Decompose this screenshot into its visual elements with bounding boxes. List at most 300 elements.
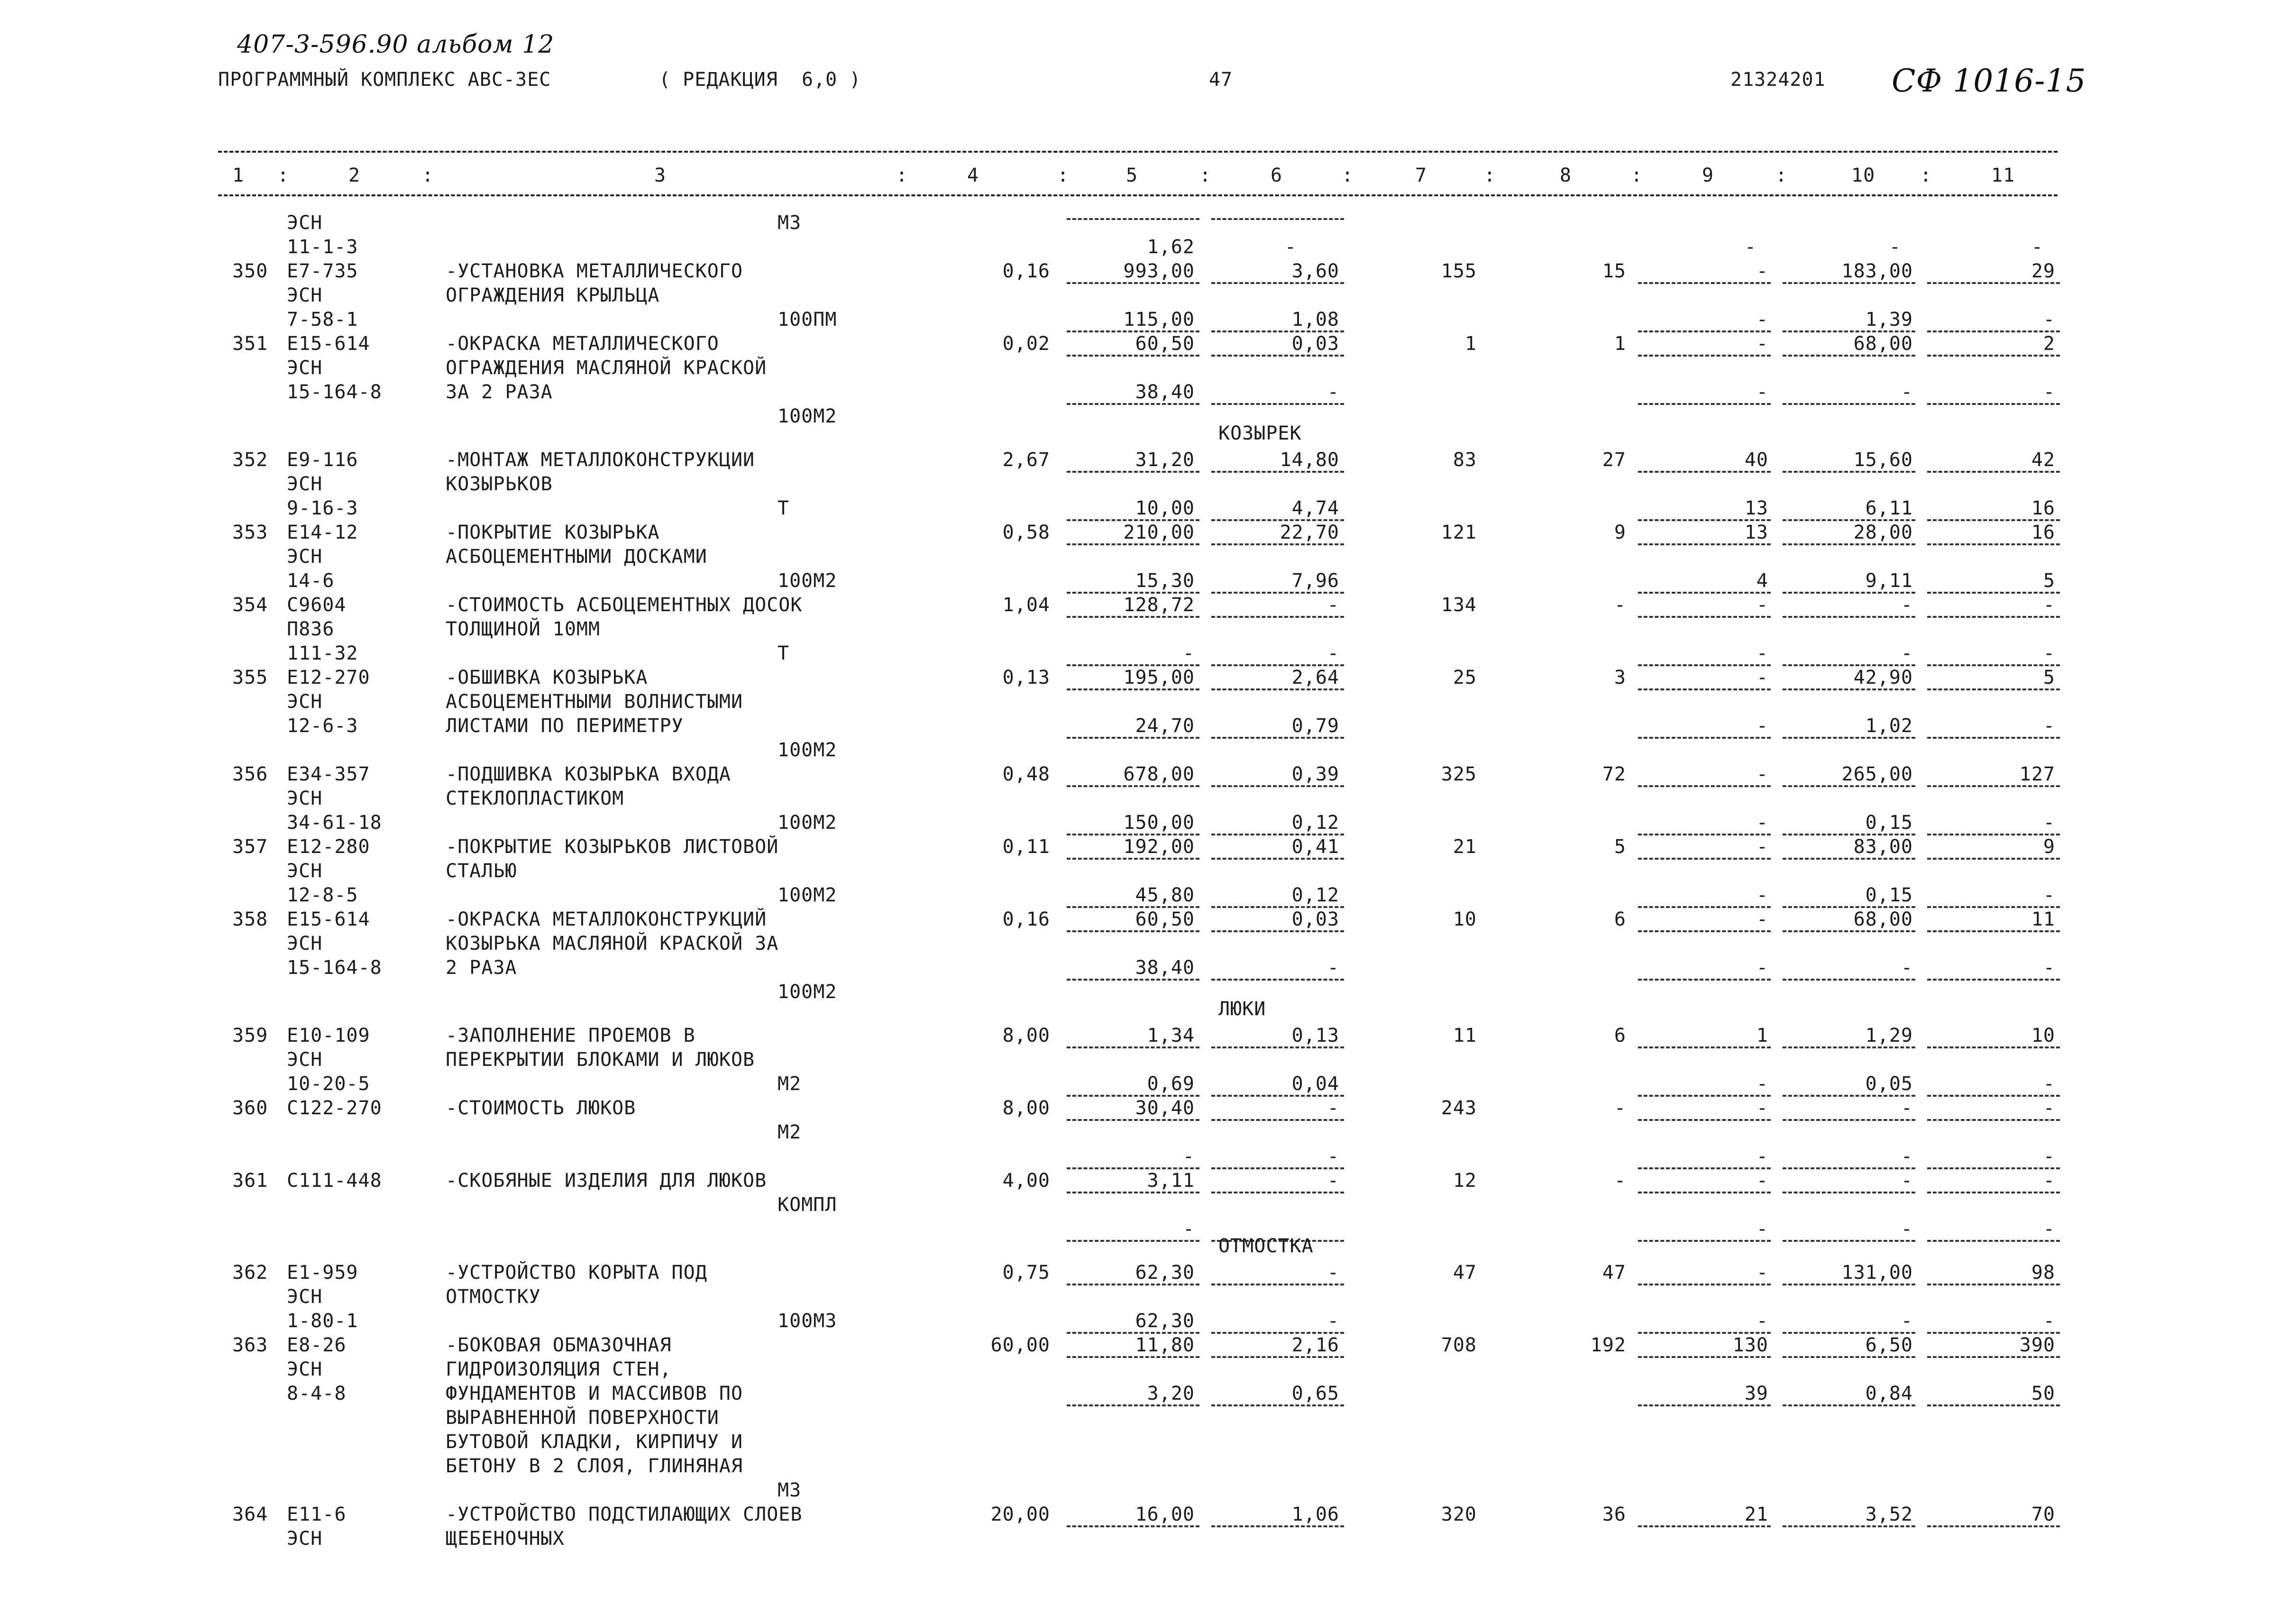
cell-separator <box>1783 1167 1915 1169</box>
work-description: КОЗЫРЬКА МАСЛЯНОЙ КРАСКОЙ ЗА <box>446 933 779 954</box>
norm-ref: 15-164-8 <box>287 381 382 403</box>
work-description: ЛИСТАМИ ПО ПЕРИМЕТРУ <box>446 715 684 737</box>
section-label: КОЗЫРЕК <box>1218 422 1302 444</box>
cell-separator <box>1067 616 1199 618</box>
cell-separator <box>1211 1356 1344 1358</box>
cell-c11: 42 <box>2031 449 2055 471</box>
cell-c11-labor: - <box>2043 1310 2055 1332</box>
work-description: ОГРАЖДЕНИЯ МАСЛЯНОЙ КРАСКОЙ <box>446 357 767 379</box>
cell-c10: 183,00 <box>1841 260 1913 282</box>
cell-separator <box>1638 688 1771 690</box>
cell-c5: 60,50 <box>1135 333 1195 355</box>
cell-c10-labor: 0,05 <box>1865 1073 1913 1095</box>
cell-c6-labor: - <box>1327 381 1339 403</box>
norm-base: П836 <box>287 618 335 640</box>
section-label: ЛЮКИ <box>1218 998 1266 1020</box>
cell-c5-labor: 3,20 <box>1147 1383 1195 1404</box>
cell-c10-labor: 6,11 <box>1865 497 1913 519</box>
cell-separator <box>1067 979 1199 981</box>
column-number: 8 <box>1560 165 1572 186</box>
cell-separator <box>1783 930 1915 932</box>
cell-separator <box>1783 330 1915 332</box>
cell-separator <box>1927 282 2060 284</box>
cell-c8: 47 <box>1602 1262 1626 1284</box>
cell-separator <box>1927 1240 2060 1242</box>
cell-c6-labor: - <box>1327 642 1339 664</box>
unit-of-measure: Т <box>778 642 790 664</box>
cell-c6: 1,06 <box>1291 1504 1339 1525</box>
cell-c8: 36 <box>1602 1504 1626 1525</box>
column-separator: : <box>1775 165 1788 186</box>
carry-c11: - <box>2031 236 2043 258</box>
cell-separator <box>1211 906 1344 908</box>
work-description: -ОБШИВКА КОЗЫРЬКА <box>446 667 648 688</box>
cell-c5-labor: 115,00 <box>1123 309 1195 330</box>
work-description: -СКОБЯНЫЕ ИЗДЕЛИЯ ДЛЯ ЛЮКОВ <box>446 1170 767 1192</box>
cell-c10: 28,00 <box>1853 522 1913 543</box>
norm-base: ЭСН <box>287 1049 323 1071</box>
norm-ref: 9-16-3 <box>287 497 358 519</box>
column-number: 9 <box>1702 165 1714 186</box>
cell-separator <box>1783 471 1915 473</box>
carry-c5: 1,62 <box>1147 236 1195 258</box>
cell-separator <box>1927 1046 2060 1048</box>
cell-c11-labor: - <box>2043 1146 2055 1167</box>
cell-c11-labor: - <box>2043 715 2055 737</box>
cell-c10: - <box>1901 594 1913 616</box>
cell-separator <box>1211 930 1344 932</box>
cell-separator <box>1211 282 1344 284</box>
rate-code: Е12-270 <box>287 667 370 688</box>
cell-c5: 128,72 <box>1123 594 1195 616</box>
row-number: 356 <box>232 763 268 785</box>
cell-c4: 20,00 <box>990 1504 1050 1525</box>
cell-separator <box>1783 834 1915 835</box>
cell-c10: 131,00 <box>1841 1262 1913 1284</box>
cell-separator <box>1783 403 1915 405</box>
cell-c9-labor: - <box>1756 1073 1768 1095</box>
cell-c10-labor: - <box>1901 1310 1913 1332</box>
work-description: ЩЕБЕНОЧНЫХ <box>446 1528 565 1550</box>
cell-c4: 0,58 <box>1002 522 1050 543</box>
cell-separator <box>1927 1332 2060 1334</box>
cell-separator <box>1067 1167 1199 1169</box>
cell-c6-labor: 0,12 <box>1291 812 1339 834</box>
column-separator: : <box>1920 165 1932 186</box>
row-number: 360 <box>232 1097 268 1119</box>
cell-c10-labor: 9,11 <box>1865 570 1913 592</box>
cell-separator <box>1783 688 1915 690</box>
unit-of-measure: М2 <box>778 1073 802 1095</box>
cell-c5: 62,30 <box>1135 1262 1195 1284</box>
cell-c11: 29 <box>2031 260 2055 282</box>
cell-c5: 3,11 <box>1147 1170 1195 1192</box>
cell-separator <box>1067 1525 1199 1527</box>
cell-c5-labor: 10,00 <box>1135 497 1195 519</box>
rate-code: Е8-26 <box>287 1334 347 1356</box>
cell-c11: 390 <box>2019 1334 2055 1356</box>
cell-c4: 4,00 <box>1002 1170 1050 1192</box>
album-reference: 407-3-596.90 альбом 12 <box>237 30 555 59</box>
cell-separator <box>1783 1404 1915 1406</box>
cell-separator <box>1211 1525 1344 1527</box>
cell-separator <box>1067 519 1199 521</box>
cell-c7: 320 <box>1441 1504 1477 1525</box>
unit-of-measure: М2 <box>778 1121 802 1143</box>
cell-separator <box>1067 471 1199 473</box>
cell-separator <box>1927 543 2060 545</box>
work-description: -УСТРОЙСТВО ПОДСТИЛАЮЩИХ СЛОЕВ <box>446 1504 803 1525</box>
cell-separator <box>1638 471 1771 473</box>
cell-separator <box>1783 979 1915 981</box>
cell-separator <box>1067 1095 1199 1097</box>
carry-subcode: 11-1-3 <box>287 236 358 258</box>
norm-ref: 12-6-3 <box>287 715 358 737</box>
cell-c5: 31,20 <box>1135 449 1195 471</box>
cell-separator <box>1783 543 1915 545</box>
cell-separator <box>1638 355 1771 357</box>
cell-separator <box>1783 1046 1915 1048</box>
cell-c6-labor: - <box>1327 957 1339 979</box>
rate-code: Е14-12 <box>287 522 358 543</box>
cell-c9-labor: 4 <box>1756 570 1768 592</box>
cell-c11: 11 <box>2031 908 2055 930</box>
cell-separator <box>1211 471 1344 473</box>
cell-c5: 192,00 <box>1123 836 1195 858</box>
column-separator: : <box>896 165 908 186</box>
cell-separator <box>1783 1095 1915 1097</box>
cell-separator <box>1927 688 2060 690</box>
cell-separator <box>1927 906 2060 908</box>
cell-c7: 47 <box>1453 1262 1477 1284</box>
row-number: 361 <box>232 1170 268 1192</box>
work-description: -УСТАНОВКА МЕТАЛЛИЧЕСКОГО <box>446 260 743 282</box>
unit-of-measure: КОМПЛ <box>778 1194 837 1216</box>
cell-c9: 40 <box>1744 449 1768 471</box>
cell-c11: 5 <box>2043 667 2055 688</box>
cell-separator <box>1783 519 1915 521</box>
norm-base: ЭСН <box>287 788 323 809</box>
cell-separator <box>1783 592 1915 594</box>
norm-base: ЭСН <box>287 473 323 495</box>
cell-c9-labor: - <box>1756 1218 1768 1240</box>
cell-c4: 0,75 <box>1002 1262 1050 1284</box>
cell-separator <box>1211 543 1344 545</box>
cell-separator <box>1783 858 1915 860</box>
unit-of-measure: 100М2 <box>778 739 837 761</box>
cell-c4: 8,00 <box>1002 1097 1050 1119</box>
cell-c6-labor: 0,79 <box>1291 715 1339 737</box>
cell-c11: - <box>2043 1097 2055 1119</box>
cell-separator <box>1927 1119 2060 1121</box>
cell-c11: 2 <box>2043 333 2055 355</box>
unit-of-measure: 100М3 <box>778 1310 837 1332</box>
cell-c7: 243 <box>1441 1097 1477 1119</box>
norm-ref: 12-8-5 <box>287 884 358 906</box>
cell-separator <box>1067 355 1199 357</box>
work-description: ГИДРОИЗОЛЯЦИЯ СТЕН, <box>446 1358 672 1380</box>
cell-separator <box>1783 616 1915 618</box>
row-number: 354 <box>232 594 268 616</box>
cell-c10: 83,00 <box>1853 836 1913 858</box>
cell-separator <box>1638 834 1771 835</box>
cell-separator <box>1067 1404 1199 1406</box>
carry-c10: - <box>1889 236 1901 258</box>
cell-separator <box>1638 785 1771 787</box>
cell-separator <box>1067 930 1199 932</box>
cell-c4: 60,00 <box>990 1334 1050 1356</box>
cell-separator <box>1211 979 1344 981</box>
cell-separator <box>1211 1046 1344 1048</box>
cell-c10-labor: - <box>1901 642 1913 664</box>
cell-c8: 9 <box>1614 522 1626 543</box>
cell-separator <box>1067 1046 1199 1048</box>
work-description: -УСТРОЙСТВО КОРЫТА ПОД <box>446 1262 707 1284</box>
cell-separator <box>1927 1192 2060 1193</box>
cell-separator <box>1211 1192 1344 1193</box>
cell-separator <box>1783 737 1915 739</box>
cell-c9: - <box>1756 260 1768 282</box>
cell-separator <box>1067 1119 1199 1121</box>
cell-separator <box>1067 664 1199 666</box>
cell-separator <box>1638 1119 1771 1121</box>
cell-separator <box>1927 616 2060 618</box>
cell-separator <box>1638 543 1771 545</box>
cell-c7: 11 <box>1453 1025 1477 1046</box>
column-separator: : <box>277 165 290 186</box>
cell-c10: 68,00 <box>1853 908 1913 930</box>
section-label: ОТМОСТКА <box>1218 1235 1314 1257</box>
column-separator: : <box>1342 165 1354 186</box>
cell-c5-labor: 24,70 <box>1135 715 1195 737</box>
cell-separator <box>1638 282 1771 284</box>
cell-separator <box>1783 282 1915 284</box>
cell-separator <box>1211 355 1344 357</box>
cell-c9-labor: - <box>1756 381 1768 403</box>
cell-c8: 27 <box>1602 449 1626 471</box>
column-separator: : <box>1199 165 1212 186</box>
cell-c6-labor: 4,74 <box>1291 497 1339 519</box>
cell-c4: 0,11 <box>1002 836 1050 858</box>
cell-c11-labor: - <box>2043 642 2055 664</box>
cell-c9-labor: - <box>1756 1146 1768 1167</box>
cell-separator <box>1783 1240 1915 1242</box>
cell-separator <box>1638 979 1771 981</box>
cell-separator <box>1638 1095 1771 1097</box>
cell-c6-labor: - <box>1327 1146 1339 1167</box>
cell-c10: - <box>1901 1097 1913 1119</box>
cell-c11-labor: - <box>2043 884 2055 906</box>
cell-separator <box>1927 592 2060 594</box>
cell-c4: 0,02 <box>1002 333 1050 355</box>
cell-separator <box>1211 664 1344 666</box>
row-number: 364 <box>232 1504 268 1525</box>
cell-c5-labor: 38,40 <box>1135 957 1195 979</box>
cell-separator <box>1783 1192 1915 1193</box>
cell-separator <box>1783 664 1915 666</box>
work-description: -БОКОВАЯ ОБМАЗОЧНАЯ <box>446 1334 672 1356</box>
column-number: 11 <box>1991 165 2015 186</box>
cell-c6-labor: 0,65 <box>1291 1383 1339 1404</box>
cell-c6: - <box>1327 1262 1339 1284</box>
document-code: 21324201 <box>1730 69 1826 91</box>
row-number: 359 <box>232 1025 268 1046</box>
cell-c9-labor: 39 <box>1744 1383 1768 1404</box>
column-number: 6 <box>1271 165 1283 186</box>
rate-code: Е1-959 <box>287 1262 358 1284</box>
cell-c9-labor: - <box>1756 715 1768 737</box>
cell-separator <box>1211 403 1344 405</box>
cell-c11-labor: 5 <box>2043 570 2055 592</box>
cell-c9: - <box>1756 1097 1768 1119</box>
cell-c8: 192 <box>1590 1334 1626 1356</box>
cell-separator <box>1211 737 1344 739</box>
cell-c10: 42,90 <box>1853 667 1913 688</box>
cell-separator <box>1783 1525 1915 1527</box>
cell-c7: 83 <box>1453 449 1477 471</box>
work-description: СТЕКЛОПЛАСТИКОМ <box>446 788 624 809</box>
work-description: -СТОИМОСТЬ АСБОЦЕМЕНТНЫХ ДОСОК <box>446 594 803 616</box>
rate-code: С111-448 <box>287 1170 382 1192</box>
cell-c4: 0,16 <box>1002 260 1050 282</box>
cell-c8: - <box>1614 1170 1626 1192</box>
cell-c10-labor: - <box>1901 957 1913 979</box>
cell-separator <box>1927 471 2060 473</box>
cell-c7: 155 <box>1441 260 1477 282</box>
unit-of-measure: 100ПМ <box>778 309 837 330</box>
unit-of-measure: 100М2 <box>778 570 837 592</box>
cell-c8: - <box>1614 1097 1626 1119</box>
cell-c7: 21 <box>1453 836 1477 858</box>
work-description: ЗА 2 РАЗА <box>446 381 553 403</box>
row-number: 358 <box>232 908 268 930</box>
cell-c11: - <box>2043 1170 2055 1192</box>
cell-separator <box>1638 592 1771 594</box>
unit-of-measure: 100М2 <box>778 981 837 1003</box>
cell-c9-labor: - <box>1756 812 1768 834</box>
cell-c5: 993,00 <box>1123 260 1195 282</box>
cell-c6: 3,60 <box>1291 260 1339 282</box>
work-description: КОЗЫРЬКОВ <box>446 473 553 495</box>
cell-separator <box>1927 519 2060 521</box>
norm-base: ЭСН <box>287 1528 323 1550</box>
cell-c5: 30,40 <box>1135 1097 1195 1119</box>
work-description: 2 РАЗА <box>446 957 517 979</box>
rate-code: Е34-357 <box>287 763 370 785</box>
cell-c6: - <box>1327 1170 1339 1192</box>
cell-c10: 1,29 <box>1865 1025 1913 1046</box>
cell-c10: 3,52 <box>1865 1504 1913 1525</box>
row-number: 363 <box>232 1334 268 1356</box>
work-description: -МОНТАЖ МЕТАЛЛОКОНСТРУКЦИИ <box>446 449 755 471</box>
cell-separator <box>1638 1240 1771 1242</box>
cell-separator <box>1211 1404 1344 1406</box>
cell-separator <box>1638 403 1771 405</box>
cell-separator <box>1927 1167 2060 1169</box>
cell-c6: 14,80 <box>1280 449 1339 471</box>
cell-c9: - <box>1756 908 1768 930</box>
carry-c9: - <box>1744 236 1756 258</box>
norm-base: ЭСН <box>287 1286 323 1308</box>
work-description: АСБОЦЕМЕНТНЫМИ ВОЛНИСТЫМИ <box>446 691 743 713</box>
cell-c7: 325 <box>1441 763 1477 785</box>
cell-separator <box>1927 737 2060 739</box>
cell-c9-labor: - <box>1756 957 1768 979</box>
cell-c8: 6 <box>1614 1025 1626 1046</box>
cell-separator <box>1211 858 1344 860</box>
cell-c10-labor: - <box>1901 1146 1913 1167</box>
cell-c4: 8,00 <box>1002 1025 1050 1046</box>
cell-separator <box>1927 664 2060 666</box>
column-number: 3 <box>654 165 667 186</box>
cell-c6: 0,03 <box>1291 333 1339 355</box>
cell-c5: 195,00 <box>1123 667 1195 688</box>
cell-separator <box>1638 906 1771 908</box>
work-description: СТАЛЬЮ <box>446 860 517 882</box>
cell-separator <box>1211 834 1344 835</box>
cell-c9: - <box>1756 594 1768 616</box>
cell-c5-labor: 38,40 <box>1135 381 1195 403</box>
rate-code: Е12-280 <box>287 836 370 858</box>
rate-code: С122-270 <box>287 1097 382 1119</box>
norm-base: ЭСН <box>287 357 323 379</box>
cell-c4: 0,16 <box>1002 908 1050 930</box>
unit-of-measure: 100М2 <box>778 812 837 834</box>
work-description: ТОЛЩИНОЙ 10ММ <box>446 618 601 640</box>
work-description: АСБОЦЕМЕНТНЫМИ ДОСКАМИ <box>446 546 707 568</box>
cell-separator <box>1211 616 1344 618</box>
cell-separator <box>1783 785 1915 787</box>
cell-separator <box>1783 355 1915 357</box>
cell-separator <box>1783 906 1915 908</box>
cell-c5: 678,00 <box>1123 763 1195 785</box>
rate-code: Е10-109 <box>287 1025 370 1046</box>
cell-separator <box>1638 1356 1771 1358</box>
cell-c8: 5 <box>1614 836 1626 858</box>
cell-separator <box>1211 592 1344 594</box>
cell-c6: 22,70 <box>1280 522 1339 543</box>
work-description: БЕТОНУ В 2 СЛОЯ, ГЛИНЯНАЯ <box>446 1455 743 1477</box>
cell-separator <box>1638 1046 1771 1048</box>
work-description: ОГРАЖДЕНИЯ КРЫЛЬЦА <box>446 284 660 306</box>
cell-c7: 121 <box>1441 522 1477 543</box>
cell-c11-labor: - <box>2043 1218 2055 1240</box>
cell-c10: 15,60 <box>1853 449 1913 471</box>
cell-c11: 98 <box>2031 1262 2055 1284</box>
row-number: 350 <box>232 260 268 282</box>
cell-c4: 2,67 <box>1002 449 1050 471</box>
edition-label: ( РЕДАКЦИЯ 6,0 ) <box>659 69 861 91</box>
column-separator: : <box>422 165 434 186</box>
table-header-rule <box>218 194 2058 196</box>
cell-separator <box>1927 834 2060 835</box>
column-number: 4 <box>967 165 979 186</box>
cell-separator <box>1638 737 1771 739</box>
cell-separator <box>1638 930 1771 932</box>
cell-separator <box>1783 1284 1915 1285</box>
row-number: 362 <box>232 1262 268 1284</box>
work-description: -ОКРАСКА МЕТАЛЛИЧЕСКОГО <box>446 333 719 355</box>
cell-c6: 0,13 <box>1291 1025 1339 1046</box>
cell-separator <box>1067 543 1199 545</box>
norm-ref: 15-164-8 <box>287 957 382 979</box>
norm-base: ЭСН <box>287 546 323 568</box>
cell-separator <box>1067 834 1199 835</box>
row-number: 353 <box>232 522 268 543</box>
work-description: -ПОКРЫТИЕ КОЗЫРЬКА <box>446 522 660 543</box>
cell-separator <box>1783 1332 1915 1334</box>
cell-c10-labor: 1,39 <box>1865 309 1913 330</box>
